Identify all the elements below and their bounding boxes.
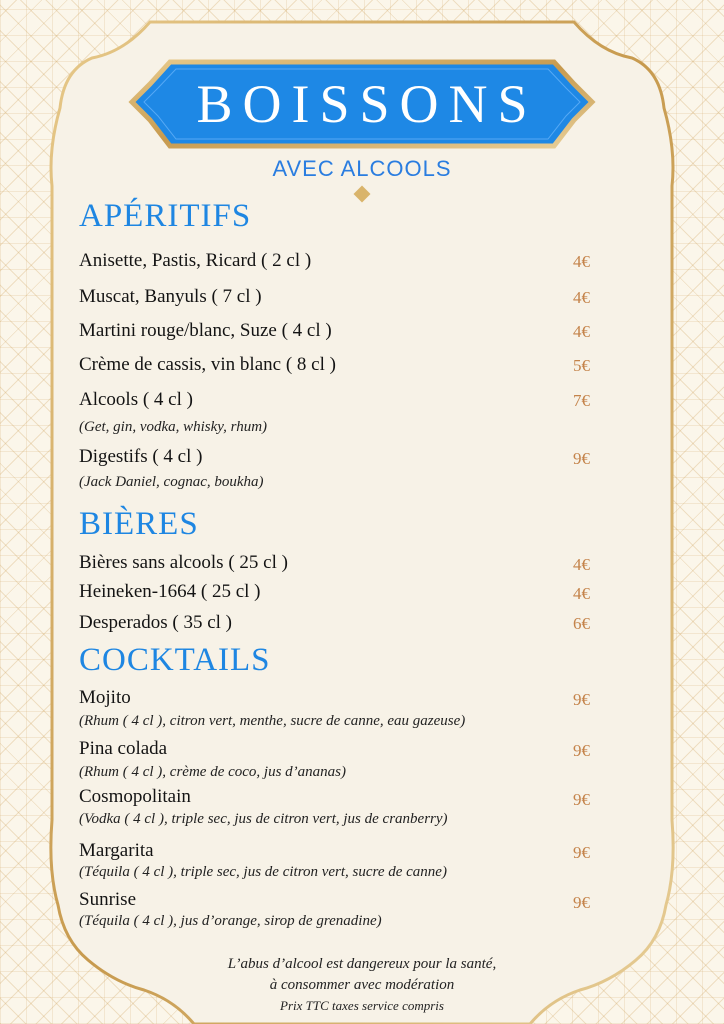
menu-item-name: Heineken-1664 ( 25 cl ): [79, 581, 261, 602]
section-title-bieres: BIÈRES: [79, 506, 199, 542]
menu-item-price: 9€: [573, 690, 590, 709]
menu-item-price: 9€: [573, 843, 590, 862]
menu-item-price: 4€: [573, 584, 590, 603]
menu-item-name: Sunrise: [79, 889, 136, 910]
menu-item-name: Martini rouge/blanc, Suze ( 4 cl ): [79, 320, 332, 341]
menu-item-description: (Get, gin, vodka, whisky, rhum): [79, 419, 268, 435]
menu-item-price: 4€: [573, 322, 590, 341]
menu-subtitle: AVEC ALCOOLS: [272, 156, 452, 181]
footer-price-note: Prix TTC taxes service compris: [280, 998, 444, 1013]
menu-item-name: Digestifs ( 4 cl ): [79, 446, 203, 467]
menu-item-description: (Téquila ( 4 cl ), triple sec, jus de citron vert, sucre de canne): [79, 864, 447, 880]
menu-item-description: (Vodka ( 4 cl ), triple sec, jus de citron vert, jus de cranberry): [79, 811, 448, 827]
menu-item-name: Muscat, Banyuls ( 7 cl ): [79, 286, 262, 307]
menu-item-price: 9€: [573, 741, 590, 760]
menu-item-price: 5€: [573, 356, 590, 375]
menu-item-price: 9€: [573, 449, 590, 468]
footer-warning-line1: L’abus d’alcool est dangereux pour la santé,: [227, 956, 497, 972]
footer-warning-line2: à consommer avec modération: [269, 977, 455, 993]
menu-item-price: 6€: [573, 614, 590, 633]
menu-item-description: (Rhum ( 4 cl ), crème de coco, jus d’ananas): [79, 764, 347, 780]
menu-item-price: 4€: [573, 288, 590, 307]
menu-item-price: 7€: [573, 391, 590, 410]
menu-item-price: 4€: [573, 555, 590, 574]
menu-item-name: Pina colada: [79, 738, 168, 759]
section-title-cocktails: COCKTAILS: [79, 642, 271, 678]
menu-title: BOISSONS: [196, 74, 538, 134]
menu-item-name: Crème de cassis, vin blanc ( 8 cl ): [79, 354, 336, 375]
menu-item-price: 9€: [573, 893, 590, 912]
menu-item-name: Alcools ( 4 cl ): [79, 389, 193, 410]
menu-item-name: Desperados ( 35 cl ): [79, 612, 233, 633]
menu-item-name: Anisette, Pastis, Ricard ( 2 cl ): [79, 250, 312, 271]
menu-item-name: Mojito: [79, 687, 131, 708]
menu-item-description: (Jack Daniel, cognac, boukha): [79, 474, 264, 490]
menu-item-description: (Rhum ( 4 cl ), citron vert, menthe, sucre de canne, eau gazeuse): [79, 713, 466, 729]
menu-item-name: Bières sans alcools ( 25 cl ): [79, 552, 288, 573]
menu-item-price: 4€: [573, 252, 590, 271]
section-title-aperitifs: APÉRITIFS: [79, 198, 252, 234]
menu-item-description: (Téquila ( 4 cl ), jus d’orange, sirop de grenadine): [79, 913, 382, 929]
menu-item-price: 9€: [573, 790, 590, 809]
menu-item-name: Cosmopolitain: [79, 786, 191, 807]
menu-item-name: Margarita: [79, 840, 154, 861]
